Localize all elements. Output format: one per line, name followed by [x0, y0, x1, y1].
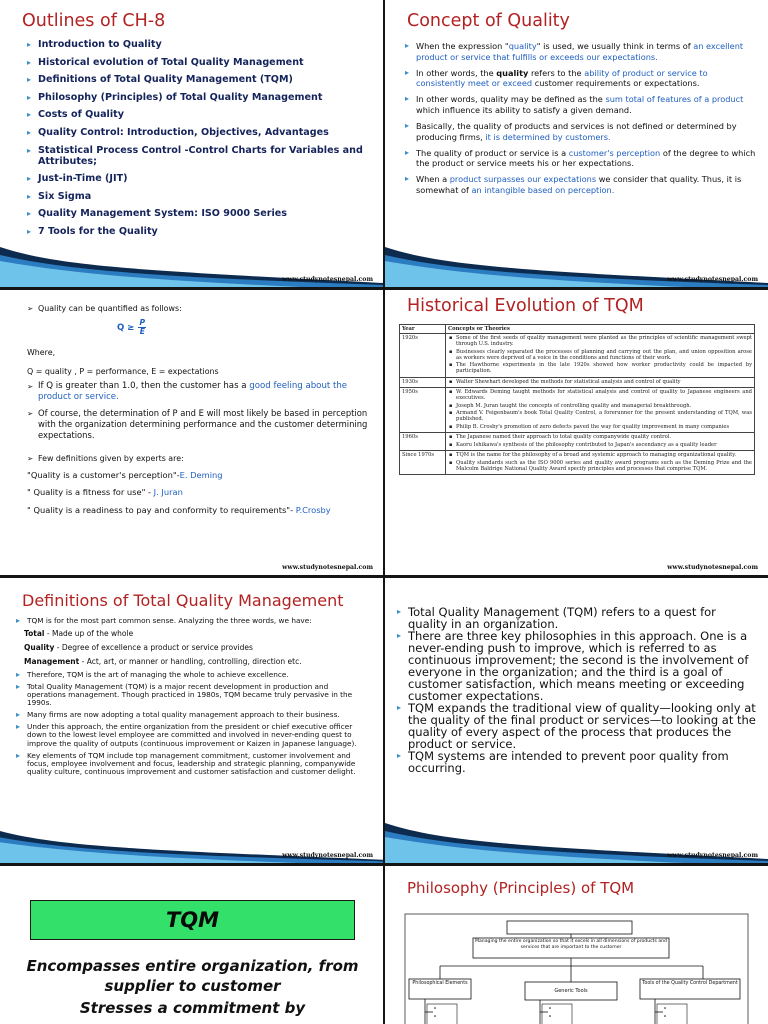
list-item — [405, 174, 756, 195]
list-item: ▸ Many firms are now adopting a total quality management approach to their business. — [16, 711, 369, 719]
paragraph — [27, 381, 369, 404]
list-item: ▸ Historical evolution of Total Quality Management — [27, 57, 383, 68]
text-line: Encompasses entire organization, from supplier to customer — [26, 957, 359, 995]
right-box-label: Tools of the Quality Control Department — [642, 981, 738, 986]
slide-title: Historical Evolution of TQM — [407, 296, 644, 316]
text-run: we consider that quality. Thus, it is somewhat of — [416, 174, 742, 196]
definition-text: - Made up of the whole — [44, 628, 134, 638]
list-item: ▸ There are three key philosophies in this approach. One is a never-ending push to improve, which is referred to as continuous improvement; the second is the involvement of everyone in the organization; and the third is a goal of customer satisfaction, which means meeting or exceeding customer expectations. — [397, 630, 756, 702]
slide-title: Definitions of Total Quality Management — [22, 591, 344, 610]
highlight-text: customer's perception — [568, 147, 661, 158]
intro-text: ➢ Quality can be quantified as follows: — [27, 304, 369, 314]
concept-list — [405, 41, 756, 196]
text-run: which influence its ability to satisfy a given demand. — [416, 104, 632, 115]
formula-denominator: E — [139, 327, 145, 337]
definitions-list-cont — [16, 671, 369, 777]
slide-philosophy — [385, 866, 768, 1024]
concepts-cell — [446, 334, 755, 378]
list-item: ▪ Quality standards such as the ISO 9000 series and quality award programs such as the Deming Prize and the Malcolm Baldrige National Quality Award specify principles and processes that comprise TQM. — [448, 460, 752, 472]
author-name: E. Deming — [179, 470, 223, 481]
tqm-description — [20, 956, 365, 1018]
formula-lhs: Q ≥ — [117, 322, 135, 333]
slide-outlines — [0, 0, 383, 287]
definition-text: - Degree of excellence a product or service provides — [54, 642, 253, 652]
list-item: ▪ Kaoru Ishikawa's synthesis of the philosophy contributed to Japan's ascendancy as a quality leader — [448, 442, 752, 448]
list-item: ▪ Walter Shewhart developed the methods for statistical analysis and control of quality — [448, 379, 752, 385]
list-item: ▸ Six Sigma — [27, 191, 383, 202]
list-item — [405, 148, 756, 169]
text-run: In other words, the — [416, 67, 497, 78]
list-item: ▸ Therefore, TQM is the art of managing the whole to achieve excellence. — [16, 671, 369, 679]
evolution-table — [399, 324, 755, 475]
tqm-banner — [30, 900, 355, 940]
quote — [27, 470, 369, 480]
definition-quality — [24, 643, 383, 652]
highlight-text: quality — [508, 41, 537, 51]
list-item: ▸ Statistical Process Control -Control Charts for Variables and Attributes; — [27, 145, 383, 167]
text-run: Basically, the quality of products and services is not defined or determined by producing firms, — [416, 121, 737, 142]
slide-tqm-box — [0, 866, 383, 1024]
text-run: "Quality is a customer's perception"- — [27, 470, 180, 481]
list-item: ▸ Philosophy (Principles) of Total Quality Management — [27, 92, 383, 103]
highlight-text: ability of product or service to consistently meet or exceed — [416, 67, 708, 89]
list-item: ▪ The Japanese named their approach to total quality companywide quality control. — [448, 434, 752, 440]
text-run: When the expression " — [416, 41, 509, 51]
formula-numerator: P — [139, 318, 146, 328]
mid-box-label: Generic Tools — [554, 988, 588, 994]
list-item: ▪ W. Edwards Deming taught methods for statistical analysis and control of quality to Japanese engineers and executives. — [448, 389, 752, 401]
paragraph: ➢ Few definitions given by experts are: — [27, 454, 369, 464]
list-item: ▸ Key elements of TQM include top management commitment, customer involvement and focus, employee involvement and focus, leadership and strategic planning, companywide quality culture, continuous improvement and customer satisfaction and customer delight. — [16, 752, 369, 777]
term: Total — [24, 628, 45, 638]
highlight-text: an intangible based on perception. — [471, 185, 615, 196]
text-run: refers to the — [528, 67, 585, 78]
footer-url: www.studynotesnepal.com — [282, 564, 373, 571]
list-item: ▪ Some of the first seeds of quality management were planted as the principles of scientific management swept through U.S. industry. — [448, 335, 752, 347]
footer-url: www.studynotesnepal.com — [667, 276, 758, 283]
list-item — [405, 94, 756, 115]
concepts-cell — [446, 388, 755, 433]
slide-concept-of-quality — [385, 0, 768, 287]
table-header-row — [400, 325, 755, 334]
text-run: In other words, quality may be defined as the — [416, 94, 606, 105]
list-item: ▪ TQM is the name for the philosophy of a broad and systemic approach to managing organizational quality. — [448, 452, 752, 458]
author-name: J. Juran — [153, 487, 183, 498]
slide-title: Concept of Quality — [407, 11, 570, 31]
concepts-cell — [446, 377, 755, 388]
list-item — [405, 68, 756, 89]
text-run: of the degree to which the product or service meets his or her expectations. — [416, 147, 756, 169]
footer-url: www.studynotesnepal.com — [282, 276, 373, 283]
list-item: ▪ Businesses clearly separated the processes of planning and carrying out the plan, and union opposition arose as workers were deprived of a voice in the conditions and functions of their work. — [448, 349, 752, 361]
list-item: ▪ The Hawthorne experiments in the late 1920s showed how worker productivity could be impacted by participation. — [448, 362, 752, 374]
definition-management — [24, 657, 383, 666]
list-item: ▸ TQM is for the most part common sense. Analyzing the three words, we have: — [16, 617, 369, 625]
list-item: ▪ Armand V. Feigenbaum's book Total Quality Control, a forerunner for the present understanding of TQM, was published. — [448, 410, 752, 422]
table-row — [400, 388, 755, 433]
list-item: ▸ Total Quality Management (TQM) is a major recent development in production and operations management. Though practiced in 1980s, TQM became truly pervasive in the 1990s. — [16, 683, 369, 708]
list-item: ▸ TQM expands the traditional view of quality—looking only at the quality of the final product or services—to looking at the quality of every aspect of the process that produces the product or service. — [397, 702, 756, 750]
text-run: When a — [416, 174, 450, 185]
year-cell: Since 1970s — [400, 451, 446, 475]
list-item: ▸ Total Quality Management (TQM) refers to a quest for quality in an organization. — [397, 606, 756, 630]
footer-url: www.studynotesnepal.com — [282, 852, 373, 859]
text-run: If Q is greater than 1.0, then the customer has a — [38, 380, 250, 391]
quality-formula — [117, 319, 369, 336]
highlight-text: it is determined by customers. — [485, 131, 611, 142]
list-item: ▸ 7 Tools for the Quality — [27, 226, 383, 237]
highlight-text: an excellent product or service that fulfills or exceeds our expectations. — [416, 41, 744, 62]
left-box-label: Philosophical Elements — [412, 981, 468, 986]
author-name: P.Crosby — [295, 504, 331, 515]
definition-total — [24, 629, 383, 638]
highlight-text: good feeling about the product or service. — [38, 380, 348, 403]
center-box-label: Managing the entire organization so that it excels in all dimensions of products and services that are important to the customer — [475, 939, 667, 950]
list-item — [405, 121, 756, 142]
text-run: The quality of product or service is a — [416, 147, 569, 158]
year-cell: 1960s — [400, 433, 446, 451]
term: Quality — [24, 642, 55, 652]
text-run: " Quality is a readiness to pay and conformity to requirements"- — [27, 504, 296, 515]
column-header: Year — [400, 325, 446, 334]
outline-list — [27, 39, 383, 237]
slide-historical-evolution — [385, 290, 768, 575]
slide-title: Philosophy (Principles) of TQM — [407, 879, 635, 897]
bold-text: quality — [496, 67, 529, 78]
slide-tqm-definitions — [0, 578, 383, 863]
list-item: ▸ Quality Management System: ISO 9000 Series — [27, 208, 383, 219]
list-item: ▪ Philip B. Crosby's promotion of zero defects paved the way for quality improvement in many companies — [448, 424, 752, 430]
term: Management — [24, 656, 80, 666]
slide-body — [0, 290, 383, 515]
paragraph: ➢ Of course, the determination of P and E will most likely be based in perception with the organization determining performance and the customer determining expectations. — [27, 408, 369, 441]
text-run: " Quality is a fitness for use" - — [27, 487, 154, 498]
slide-tqm-overview — [385, 578, 768, 863]
text-line: Stresses a commitment by — [79, 999, 306, 1017]
year-cell: 1950s — [400, 388, 446, 433]
concepts-cell — [446, 451, 755, 475]
list-item: ▸ Introduction to Quality — [27, 39, 383, 50]
quote — [27, 505, 369, 515]
text-run: customer requirements or expectations. — [532, 78, 700, 89]
footer-url: www.studynotesnepal.com — [667, 852, 758, 859]
highlight-text: product surpasses our expectations — [449, 174, 597, 185]
quote — [27, 487, 369, 497]
tqm-list — [397, 606, 756, 774]
table-row — [400, 334, 755, 378]
highlight-text: sum total of features of a product — [605, 94, 744, 105]
year-cell: 1930s — [400, 377, 446, 388]
table-row — [400, 451, 755, 475]
year-cell: 1920s — [400, 334, 446, 378]
table-row — [400, 433, 755, 451]
definition-text: - Act, art, or manner or handling, controlling, direction etc. — [79, 656, 302, 666]
definitions-list — [16, 617, 369, 625]
list-item: ▸ TQM systems are intended to prevent poor quality from occurring. — [397, 750, 756, 774]
text-run: " is used, we usually think in terms of — [536, 41, 694, 51]
slide-title: Outlines of CH-8 — [22, 11, 166, 31]
list-item: ▸ Definitions of Total Quality Management (TQM) — [27, 74, 383, 85]
list-item: ▸ Just-in-Time (JIT) — [27, 173, 383, 184]
where-label: Where, — [27, 348, 56, 358]
list-item: ▪ Joseph M. Juran taught the concepts of controlling quality and managerial breakthrough. — [448, 403, 752, 409]
footer-url: www.studynotesnepal.com — [667, 564, 758, 571]
list-item: ▸ Quality Control: Introduction, Objectives, Advantages — [27, 127, 383, 138]
list-item: ▸ Costs of Quality — [27, 109, 383, 120]
concepts-cell — [446, 433, 755, 451]
slide-quantify-quality — [0, 290, 383, 575]
table-row — [400, 377, 755, 388]
column-header: Concepts or Theories — [446, 325, 755, 334]
tqm-banner-label: TQM — [165, 908, 220, 932]
formula-fraction — [138, 319, 146, 336]
list-item: ▸ Under this approach, the entire organization from the president or chief executive officer down to the lowest level employee are committed and involved in never-ending quest to improve the quality of outputs (continuous improvement or Kaizen in Japanese language). — [16, 723, 369, 748]
formula-definitions: Q = quality , P = performance, E = expectations — [27, 366, 219, 376]
list-item — [405, 41, 756, 62]
